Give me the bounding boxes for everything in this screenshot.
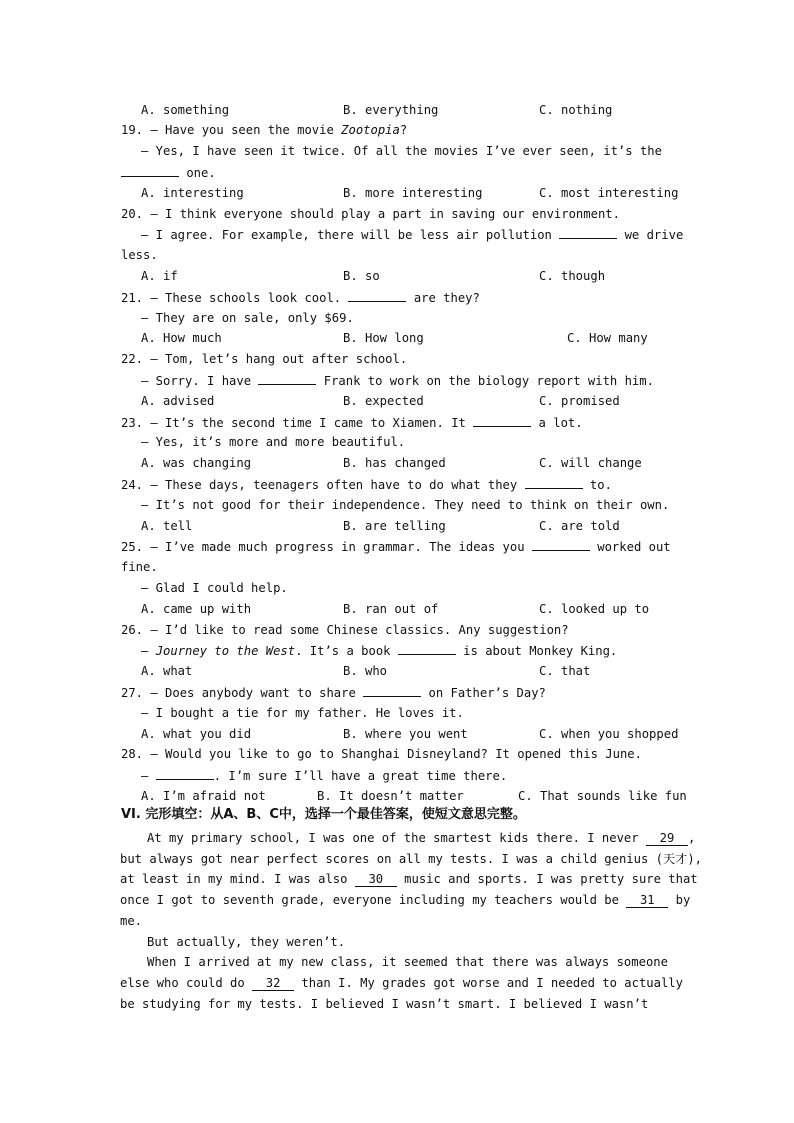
q22-answer-line: — Sorry. I have Frank to work on the biology report with him. <box>141 374 654 388</box>
movie-title: Zootopia <box>341 123 400 137</box>
passage-line: At my primary school, I was one of the smartest kids there. I never 29 , <box>147 831 696 845</box>
answer-blank[interactable] <box>532 539 590 551</box>
q22-option-c: C. promised <box>539 394 620 408</box>
passage-line: at least in my mind. I was also 30 music and sports. I was pretty sure that <box>120 872 698 886</box>
answer-blank[interactable] <box>121 165 179 177</box>
q23-answer-line: — Yes, it’s more and more beautiful. <box>141 435 406 449</box>
answer-blank[interactable] <box>156 768 214 780</box>
answer-blank[interactable] <box>348 290 406 302</box>
q23-option-b: B. has changed <box>343 456 446 470</box>
q25-question-line-2: fine. <box>121 560 158 574</box>
q24-option-b: B. are telling <box>343 519 446 533</box>
q23-question: 23. — It’s the second time I came to Xiamen. It a lot. <box>121 416 583 430</box>
q25-option-b: B. ran out of <box>343 602 439 616</box>
q28-option-b: B. It doesn’t matter <box>317 789 464 803</box>
q26-option-a: A. what <box>141 664 193 678</box>
q19-answer-line-2: one. <box>121 165 216 180</box>
q28-question: 28. — Would you like to go to Shanghai Disneyland? It opened this June. <box>121 747 642 761</box>
q27-question: 27. — Does anybody want to share on Father’s Day? <box>121 686 546 700</box>
passage-line: When I arrived at my new class, it seemed that there was always someone <box>147 955 668 969</box>
passage-line: but always got near perfect scores on all my tests. I was a child genius (天才), <box>120 852 703 866</box>
q24-answer-line: — It’s not good for their independence. They need to think on their own. <box>141 498 670 512</box>
q20-option-a: A. if <box>141 269 178 283</box>
answer-blank[interactable] <box>473 415 531 427</box>
q25-option-c: C. looked up to <box>539 602 650 616</box>
cloze-blank-32[interactable]: 32 <box>252 977 294 991</box>
q26-answer-line: — Journey to the West. It’s a book is about Monkey King. <box>141 644 618 658</box>
answer-blank[interactable] <box>363 685 421 697</box>
q21-answer-line: — They are on sale, only $69. <box>141 311 354 325</box>
q21-option-b: B. How long <box>343 331 424 345</box>
q19-question: 19. — Have you seen the movie Zootopia? <box>121 123 408 137</box>
q19-option-b: B. more interesting <box>343 186 483 200</box>
q23-option-a: A. was changing <box>141 456 252 470</box>
section-heading: VI. 完形填空：从A、B、C中，选择一个最佳答案，使短文意思完整。 <box>121 807 526 822</box>
q18-option-b: B. everything <box>343 103 439 117</box>
book-title: Journey to the West <box>155 644 296 658</box>
q20-answer-line: — I agree. For example, there will be less air pollution we drive <box>141 228 684 242</box>
q21-question: 21. — These schools look cool. are they? <box>121 291 480 305</box>
answer-blank[interactable] <box>525 477 583 489</box>
q20-answer-line-2: less. <box>121 248 158 262</box>
q22-option-b: B. expected <box>343 394 424 408</box>
cloze-blank-30[interactable]: 30 <box>355 873 397 887</box>
q22-option-a: A. advised <box>141 394 215 408</box>
passage-line: be studying for my tests. I believed I wasn’t smart. I believed I wasn’t <box>120 997 649 1011</box>
q28-option-c: C. That sounds like fun <box>518 789 687 803</box>
q18-option-c: C. nothing <box>539 103 613 117</box>
cloze-blank-31[interactable]: 31 <box>626 894 668 908</box>
passage-line: once I got to seventh grade, everyone including my teachers would be 31 by <box>120 893 691 907</box>
q26-option-c: C. that <box>539 664 591 678</box>
q28-answer-line: — . I’m sure I’ll have a great time there. <box>141 769 508 783</box>
q25-question: 25. — I’ve made much progress in grammar. The ideas you worked out <box>121 540 671 554</box>
q19-option-c: C. most interesting <box>539 186 679 200</box>
q25-answer-line: — Glad I could help. <box>141 581 288 595</box>
q19-answer-line: — Yes, I have seen it twice. Of all the movies I’ve ever seen, it’s the <box>141 144 662 158</box>
q23-option-c: C. will change <box>539 456 642 470</box>
q24-question: 24. — These days, teenagers often have to do what they to. <box>121 478 612 492</box>
q20-question: 20. — I think everyone should play a part in saving our environment. <box>121 207 620 221</box>
q28-option-a: A. I’m afraid not <box>141 789 266 803</box>
passage-line: But actually, they weren’t. <box>147 935 346 949</box>
cloze-blank-29[interactable]: 29 <box>646 832 688 846</box>
answer-blank[interactable] <box>258 373 316 385</box>
answer-blank[interactable] <box>398 643 456 655</box>
q20-option-b: B. so <box>343 269 380 283</box>
passage-line: else who could do 32 than I. My grades got worse and I needed to actually <box>120 976 683 990</box>
q24-option-a: A. tell <box>141 519 193 533</box>
q26-option-b: B. who <box>343 664 388 678</box>
q24-option-c: C. are told <box>539 519 620 533</box>
passage-line: me. <box>120 914 143 928</box>
q26-question: 26. — I’d like to read some Chinese classics. Any suggestion? <box>121 623 569 637</box>
q21-option-a: A. How much <box>141 331 222 345</box>
q21-option-c: C. How many <box>567 331 648 345</box>
q20-option-c: C. though <box>539 269 606 283</box>
q27-answer-line: — I bought a tie for my father. He loves it. <box>141 706 464 720</box>
q27-option-a: A. what you did <box>141 727 252 741</box>
q19-option-a: A. interesting <box>141 186 244 200</box>
q22-question: 22. — Tom, let’s hang out after school. <box>121 352 408 366</box>
answer-blank[interactable] <box>559 227 617 239</box>
q25-option-a: A. came up with <box>141 602 252 616</box>
q18-option-a: A. something <box>141 103 230 117</box>
q27-option-b: B. where you went <box>343 727 468 741</box>
q27-option-c: C. when you shopped <box>539 727 679 741</box>
